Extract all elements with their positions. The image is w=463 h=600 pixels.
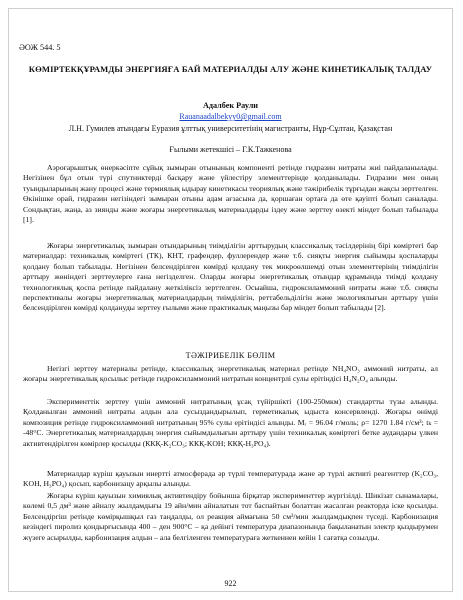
udc-code: ӘОЖ 544. 5 <box>19 43 61 52</box>
paragraph-background: Жоғары энергетикалық зымыран отындарының тиімділігін арттырудың классикалық тәсілдерінің бірі көміртегі бар материалдар: техникалық көміртегі (ТК), КНТ, графендер, фуллерендер және т.б. сияқты энергия сыйымды қоспаларды қолдану болып табылады. Негізінен белсендірілген көмірді қолдану тек микроөлшемді отын элементтерінің тиімділігін арттыру жөніндегі зерттеулерге ғана негізделген. Оларды жоғары энергетикалық отындар құрамында тиімді қолдану технологиялық қоспа ретінде пайдалану жеткіліксіз зерттелген. Осыайша, гидроксиламмоний нитраты және т.б. сияқты перспективалы жоғары энергетикалық материалдардың тиімділігін, реттабельділігін және экологиялығын арттыру үшін белсендірілген көмірді қолдануды зерттеу ғылыми және практикалық маңызы бар міндет болып табылады [2]. <box>23 241 438 313</box>
paragraph-experiment: Эксперименттік зерттеу үшін аммоний нитратының ұсақ түйіршікті (100-250мкм) стандартты түзы алынды. Қолданылған аммоний нитраты алдын ала сусыздандырылып, герметикалық ыдыста консервленді. Жоғары өнімді композиция ретінде гидроксиламмоний нитратының 95% сулы ерітіндісі алынды. Mᵣ = 96.04 г/моль; ρ= 1270 1.84 г/см³; tₖ = -48°C. Энергетикалық материалдардың энергия сыйымдылығын арттыру үшін техникалық көміртегі бетке аудандары үлкен активтендірілген көмірлер қосылды (ККҚ-K₂CO₃; ККҚ-KOH; ККҚ-H₃PO₄). <box>23 397 438 448</box>
paragraph-activation: Жоғары күріш қауызын химиялық активтендіру бойынша бірқатар эксперименттер жүргізілді. Шикізат сынамалары, көлемі 0,5 дм³ және айналу жылдамдығы 19 айн/мин айналатын тот баспайтын болаттан жасалған реакторда іске қосылды. Белсендіргіш ретінде көмірқышқыл газ таңдалды, ол реакция аймағына 50 см³/мин жылдамдықпен түседі. Карбонизация кезіндегі пиролиз қондырғысында 400 – ден 900°С – қа дейінгі температура диапазонында бақыланатын электр қыздырумен жүзеге асырылды, карбонизация алдын – ала белгіленген температураға жеткеннен кейін 1 сағатқа созылды. <box>23 491 438 542</box>
paragraph-preparation: Материалдар күріш қауызын инертті атмосферада әр түрлі температурада және әр түрлі активті реагенттер (K₂CO₃, KOH, H₃PO₄) қосып, карбонизацу арқылы алынды. <box>23 469 438 489</box>
author-affiliation: Л.Н. Гумилев атындағы Еуразия ұлттық университетінің магистранты, Нұр-Сұлтан, Қазақстан <box>68 124 393 133</box>
page-number: 922 <box>224 579 237 588</box>
article-title: КӨМІРТЕКҚҰРАМДЫ ЭНЕРГИЯҒА БАЙ МАТЕРИАЛДЫ АЛУ ЖӘНЕ КИНЕТИКАЛЫҚ ТАЛДАУ <box>28 64 433 74</box>
author-name: Адалбек Раули <box>202 101 259 110</box>
supervisor-line: Ғылыми жетекшісі – Г.К.Тажкенова <box>169 145 292 154</box>
section-heading: ТӘЖІРИБЕЛІК БӨЛІМ <box>185 351 276 360</box>
author-email-link[interactable]: Rauanaadalbekyy0@gmail.com <box>179 112 282 121</box>
paragraph-materials: Негізгі зерттеу материалы ретінде, классикалық энергетикалық материал ретінде NH₄NO₃ аммоний нитраты, ал жоғары энергетикалық қосылыс ретінде гидроксиламмоний нитратын концентрлі сулы ерітіндісі H₄N₂O₄ алынды. <box>23 364 438 384</box>
paragraph-intro: Аэроғарыштық өнеркәсіпте сұйық зымыран отынының компоненті ретінде гидразин нитраты жиі пайдаланылады. Негізінен бұл отын түрі спутниктерді басқару және үйлестіру элементтерінде қолданылады. Гидразин мен оның туындыларының жану процесі және термиялық ыдырау кинетикасы теориялық және тәжірибелік тұрғыдан жақсы зерттелген. Өкінішке орай, гидразин негізіндегі зымыран отыны адам ағзасына да, қоршаған ортаға да өте қауіпті болып саналады. Сондықтан, жаңа, аз зиянды және жоғары энергетикалық материалдарды іздеу және зерттеу өзекті міндет болып табылады [1]. <box>23 163 438 225</box>
document-page <box>8 8 453 592</box>
